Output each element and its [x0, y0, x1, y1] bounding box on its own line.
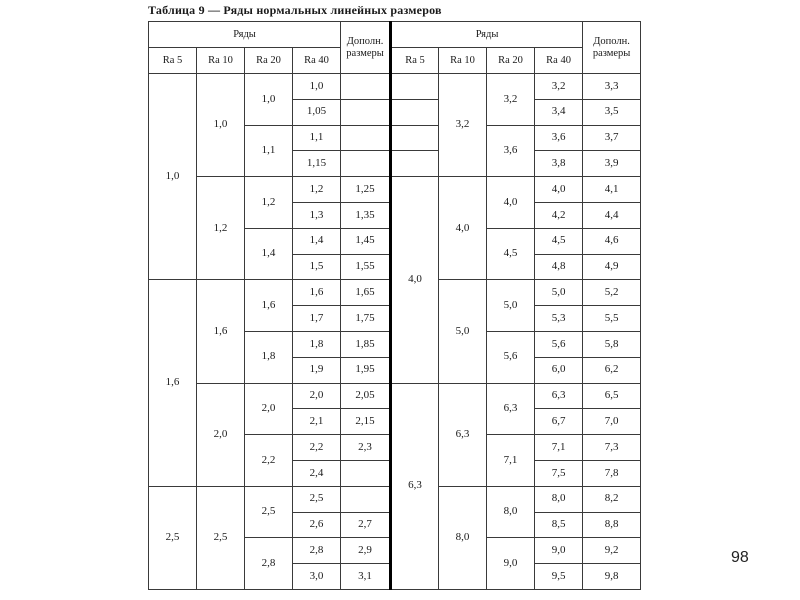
left-ra10-cell: 1,6 — [197, 280, 245, 383]
right-ra20-cell: 7,1 — [487, 435, 535, 487]
right-extra-cell: 6,5 — [583, 383, 641, 409]
right-ra40-cell: 9,5 — [535, 564, 583, 590]
left-extra-cell: 2,05 — [341, 383, 391, 409]
right-ra20-cell: 5,0 — [487, 280, 535, 332]
extra-sizes-header-right — [583, 22, 641, 74]
extra-sizes-header-left — [341, 22, 391, 74]
left-extra-cell — [341, 151, 391, 177]
left-ra40-cell: 1,9 — [293, 357, 341, 383]
table-row — [149, 383, 641, 409]
left-ra20-cell: 1,8 — [245, 331, 293, 383]
right-ra40-cell: 3,4 — [535, 99, 583, 125]
left-extra-cell — [341, 486, 391, 512]
col-ra40-right: Ra 40 — [535, 48, 583, 74]
col-ra10-left: Ra 10 — [197, 48, 245, 74]
left-extra-cell: 1,85 — [341, 331, 391, 357]
left-ra5-cell: 1,0 — [149, 74, 197, 280]
right-ra5-cell — [391, 74, 439, 100]
left-ra20-cell: 2,0 — [245, 383, 293, 435]
right-ra40-cell: 5,0 — [535, 280, 583, 306]
right-ra20-cell: 5,6 — [487, 331, 535, 383]
left-ra40-cell: 2,1 — [293, 409, 341, 435]
right-ra40-cell: 4,5 — [535, 228, 583, 254]
right-ra5-cell: 6,3 — [391, 383, 439, 589]
left-ra40-cell: 1,05 — [293, 99, 341, 125]
left-extra-cell: 1,55 — [341, 254, 391, 280]
extra-header-line2: размеры — [592, 47, 631, 59]
left-extra-cell: 2,15 — [341, 409, 391, 435]
right-extra-cell: 3,3 — [583, 74, 641, 100]
right-extra-cell: 6,2 — [583, 357, 641, 383]
right-ra40-cell: 7,1 — [535, 435, 583, 461]
right-ra40-cell: 3,6 — [535, 125, 583, 151]
left-ra40-cell: 2,0 — [293, 383, 341, 409]
col-ra5-left: Ra 5 — [149, 48, 197, 74]
right-ra40-cell: 6,7 — [535, 409, 583, 435]
table-row — [149, 74, 641, 100]
left-ra40-cell: 1,8 — [293, 331, 341, 357]
left-ra20-cell: 2,2 — [245, 435, 293, 487]
left-ra20-cell: 1,4 — [245, 228, 293, 280]
left-extra-cell: 2,7 — [341, 512, 391, 538]
left-extra-cell — [341, 99, 391, 125]
left-ra40-cell: 2,8 — [293, 538, 341, 564]
right-ra40-cell: 9,0 — [535, 538, 583, 564]
left-ra40-cell: 1,1 — [293, 125, 341, 151]
col-ra20-right: Ra 20 — [487, 48, 535, 74]
left-extra-cell: 2,3 — [341, 435, 391, 461]
left-ra10-cell: 2,0 — [197, 383, 245, 486]
right-extra-cell: 7,8 — [583, 460, 641, 486]
page-number: 98 — [731, 549, 749, 566]
right-ra10-cell: 6,3 — [439, 383, 487, 486]
right-extra-cell: 3,5 — [583, 99, 641, 125]
left-extra-cell: 3,1 — [341, 564, 391, 590]
right-ra5-cell — [391, 151, 439, 177]
left-ra20-cell: 2,8 — [245, 538, 293, 590]
col-ra5-right: Ra 5 — [391, 48, 439, 74]
right-extra-cell: 8,8 — [583, 512, 641, 538]
left-ra40-cell: 1,3 — [293, 202, 341, 228]
right-extra-cell: 5,5 — [583, 306, 641, 332]
right-ra20-cell: 4,5 — [487, 228, 535, 280]
left-ra10-cell: 1,0 — [197, 74, 245, 177]
right-ra40-cell: 3,8 — [535, 151, 583, 177]
right-extra-cell: 5,8 — [583, 331, 641, 357]
left-ra40-cell: 1,2 — [293, 177, 341, 203]
right-ra20-cell: 3,2 — [487, 74, 535, 126]
left-extra-cell — [341, 125, 391, 151]
col-ra20-left: Ra 20 — [245, 48, 293, 74]
table-title: Таблица 9 — Ряды нормальных линейных размеров — [148, 3, 442, 17]
left-ra20-cell: 1,1 — [245, 125, 293, 177]
right-extra-cell: 7,3 — [583, 435, 641, 461]
left-extra-cell: 1,75 — [341, 306, 391, 332]
table-row — [149, 177, 641, 203]
left-ra40-cell: 2,6 — [293, 512, 341, 538]
left-ra40-cell: 1,6 — [293, 280, 341, 306]
rows-group-header-right: Ряды — [391, 22, 583, 48]
left-extra-cell: 2,9 — [341, 538, 391, 564]
right-ra20-cell: 4,0 — [487, 177, 535, 229]
right-ra10-cell: 3,2 — [439, 74, 487, 177]
left-ra40-cell: 3,0 — [293, 564, 341, 590]
left-ra20-cell: 2,5 — [245, 486, 293, 538]
extra-header-line1: Дополн. — [346, 36, 384, 48]
col-ra40-left: Ra 40 — [293, 48, 341, 74]
right-extra-cell: 3,7 — [583, 125, 641, 151]
extra-header-line1: Дополн. — [593, 36, 630, 48]
left-ra10-cell: 1,2 — [197, 177, 245, 280]
left-extra-cell: 1,25 — [341, 177, 391, 203]
left-extra-cell: 1,65 — [341, 280, 391, 306]
left-ra5-cell: 2,5 — [149, 486, 197, 589]
right-ra20-cell: 9,0 — [487, 538, 535, 590]
normal-sizes-table — [148, 21, 641, 590]
left-ra40-cell: 1,0 — [293, 74, 341, 100]
right-ra20-cell: 6,3 — [487, 383, 535, 435]
right-ra40-cell: 4,8 — [535, 254, 583, 280]
right-ra40-cell: 3,2 — [535, 74, 583, 100]
right-ra10-cell: 5,0 — [439, 280, 487, 383]
left-ra40-cell: 1,7 — [293, 306, 341, 332]
right-ra10-cell: 8,0 — [439, 486, 487, 589]
left-ra40-cell: 1,15 — [293, 151, 341, 177]
left-ra5-cell: 1,6 — [149, 280, 197, 486]
left-ra40-cell: 2,4 — [293, 460, 341, 486]
right-extra-cell: 4,1 — [583, 177, 641, 203]
right-extra-cell: 4,6 — [583, 228, 641, 254]
right-ra10-cell: 4,0 — [439, 177, 487, 280]
left-ra40-cell: 1,4 — [293, 228, 341, 254]
left-ra40-cell: 1,5 — [293, 254, 341, 280]
left-ra40-cell: 2,5 — [293, 486, 341, 512]
right-extra-cell: 9,8 — [583, 564, 641, 590]
rows-group-header-left: Ряды — [149, 22, 341, 48]
right-extra-cell: 3,9 — [583, 151, 641, 177]
right-ra20-cell: 3,6 — [487, 125, 535, 177]
right-extra-cell: 4,9 — [583, 254, 641, 280]
left-ra10-cell: 2,5 — [197, 486, 245, 589]
right-ra40-cell: 6,3 — [535, 383, 583, 409]
right-ra40-cell: 8,5 — [535, 512, 583, 538]
right-extra-cell: 8,2 — [583, 486, 641, 512]
right-ra5-cell — [391, 125, 439, 151]
right-ra40-cell: 8,0 — [535, 486, 583, 512]
right-ra40-cell: 5,3 — [535, 306, 583, 332]
table-body — [149, 74, 641, 590]
left-ra20-cell: 1,2 — [245, 177, 293, 229]
left-extra-cell: 1,45 — [341, 228, 391, 254]
left-extra-cell: 1,95 — [341, 357, 391, 383]
left-ra40-cell: 2,2 — [293, 435, 341, 461]
extra-header-line2: размеры — [346, 47, 384, 59]
right-ra40-cell: 7,5 — [535, 460, 583, 486]
right-ra40-cell: 5,6 — [535, 331, 583, 357]
right-extra-cell: 5,2 — [583, 280, 641, 306]
right-ra20-cell: 8,0 — [487, 486, 535, 538]
right-ra40-cell: 4,2 — [535, 202, 583, 228]
left-ra20-cell: 1,0 — [245, 74, 293, 126]
left-extra-cell: 1,35 — [341, 202, 391, 228]
left-extra-cell — [341, 460, 391, 486]
right-ra5-cell: 4,0 — [391, 177, 439, 383]
right-ra40-cell: 6,0 — [535, 357, 583, 383]
right-extra-cell: 7,0 — [583, 409, 641, 435]
right-ra5-cell — [391, 99, 439, 125]
right-extra-cell: 9,2 — [583, 538, 641, 564]
col-ra10-right: Ra 10 — [439, 48, 487, 74]
left-extra-cell — [341, 74, 391, 100]
left-ra20-cell: 1,6 — [245, 280, 293, 332]
right-extra-cell: 4,4 — [583, 202, 641, 228]
right-ra40-cell: 4,0 — [535, 177, 583, 203]
